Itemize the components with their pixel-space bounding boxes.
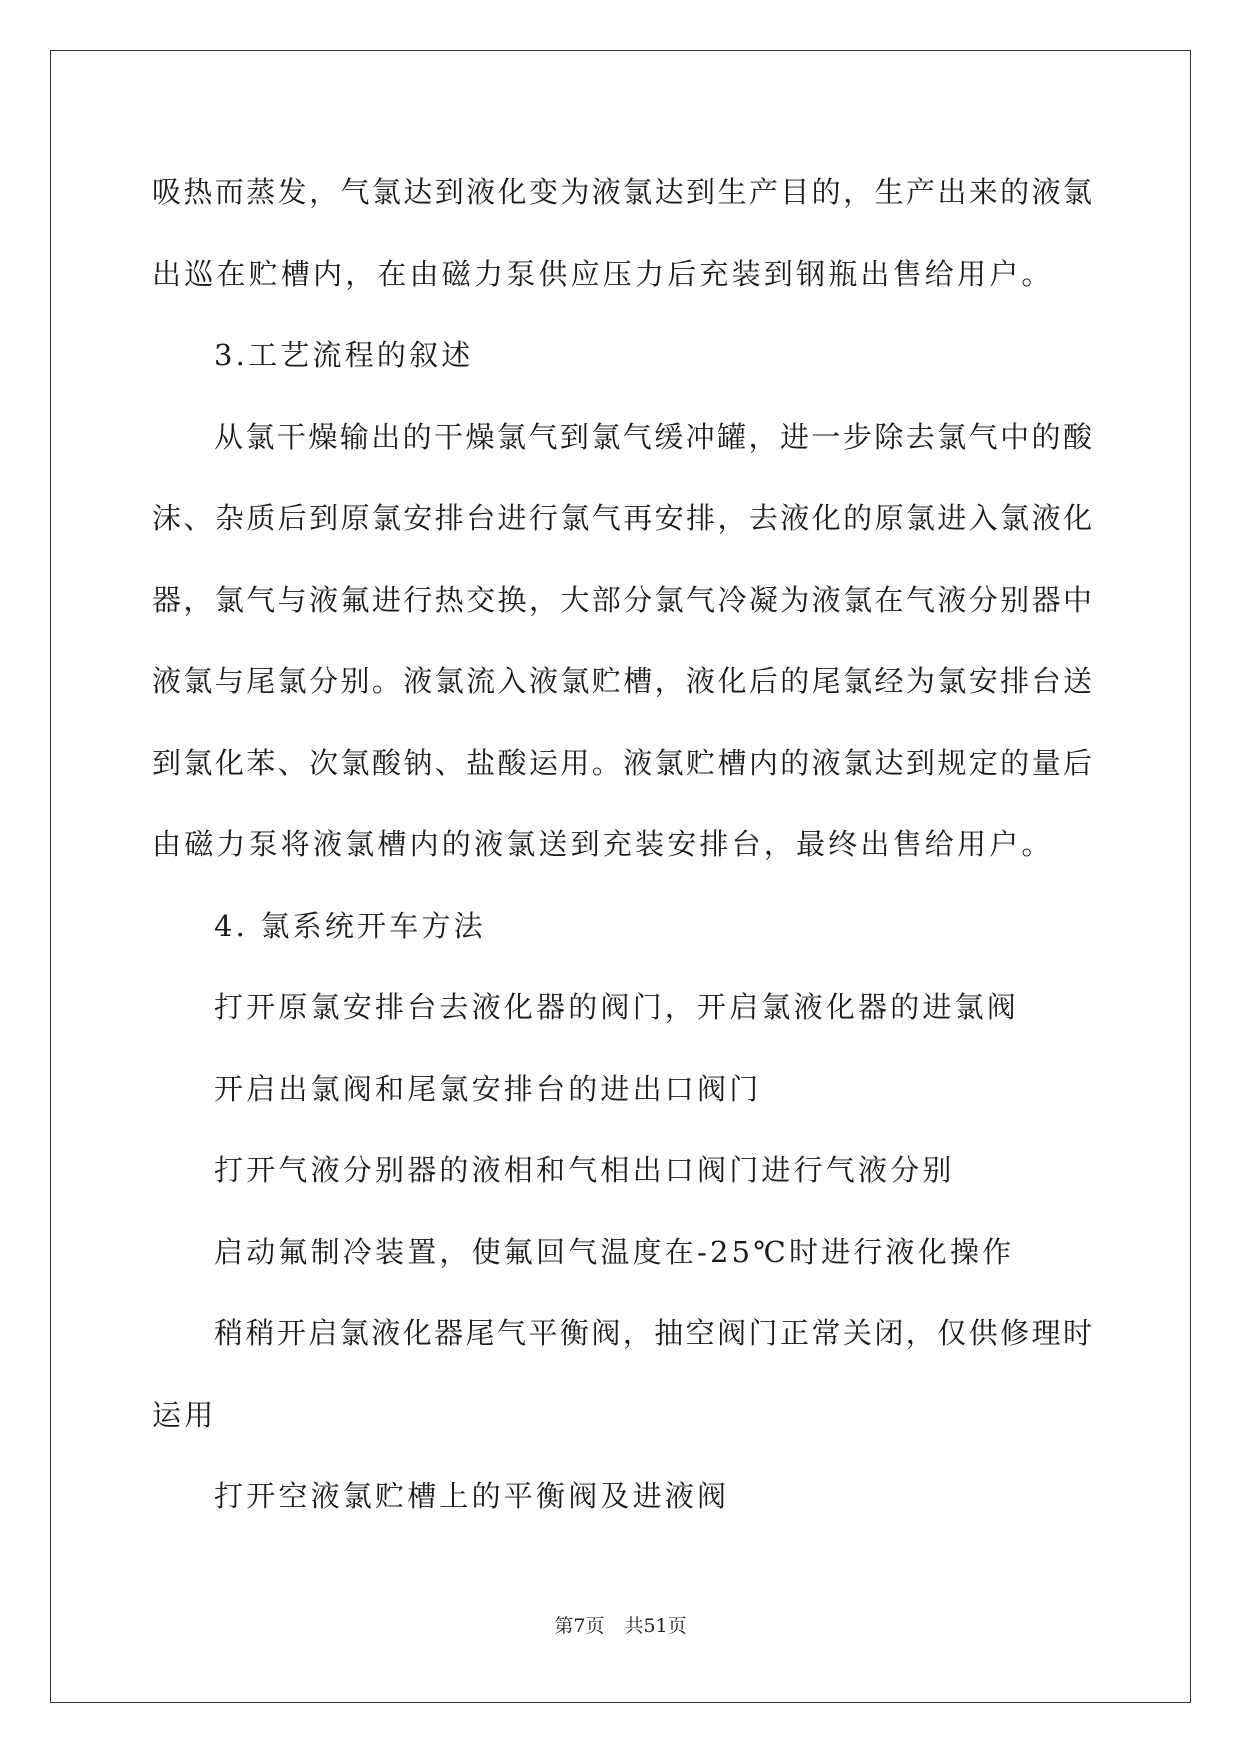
page-footer [0,1611,1241,1638]
text-line: 从氯干燥输出的干燥氯气到氯气缓冲罐，进一步除去氯气中的酸 [214,419,1092,454]
text-line: 3.工艺流程的叙述 [214,338,474,372]
page-number: 第7页 [554,1615,605,1637]
text-line: 由磁力泵将液氯槽内的液氯送到充装安排台，最终出售给用户。 [152,827,1054,861]
text-line: 出巡在贮槽内，在由磁力泵供应压力后充装到钢瓶出售给用户。 [152,256,1054,291]
text-line: 打开空液氯贮槽上的平衡阀及进液阀 [214,1479,730,1513]
text-line: 稍稍开启氯液化器尾气平衡阀，抽空阀门正常关闭，仅供修理时 [214,1316,1092,1350]
document-body [152,162,1092,1548]
text-line: 运用 [152,1397,217,1432]
text-line: 吸热而蒸发，气氯达到液化变为液氯达到生产目的，生产出来的液氯 [152,175,1092,209]
text-line: 开启出氯阀和尾氯安排台的进出口阀门 [214,1071,762,1106]
text-line: 液氯与尾氯分别。液氯流入液氯贮槽，液化后的尾氯经为氯安排台送 [152,664,1092,698]
text-line: 打开气液分别器的液相和气相出口阀门进行气液分别 [214,1153,955,1187]
text-line: 4. 氯系统开车方法 [214,908,486,943]
page-total: 共51页 [624,1615,687,1637]
text-line: 打开原氯安排台去液化器的阀门，开启氯液化器的进氯阀 [214,990,1020,1024]
text-line: 器，氯气与液氟进行热交换，大部分氯气冷凝为液氯在气液分别器中 [152,582,1092,617]
text-line: 到氯化苯、次氯酸钠、盐酸运用。液氯贮槽内的液氯达到规定的量后 [152,745,1092,780]
text-line: 沫、杂质后到原氯安排台进行氯气再安排，去液化的原氯进入氯液化 [152,501,1092,535]
text-line: 启动氟制冷装置，使氟回气温度在-25℃时进行液化操作 [214,1234,1015,1269]
